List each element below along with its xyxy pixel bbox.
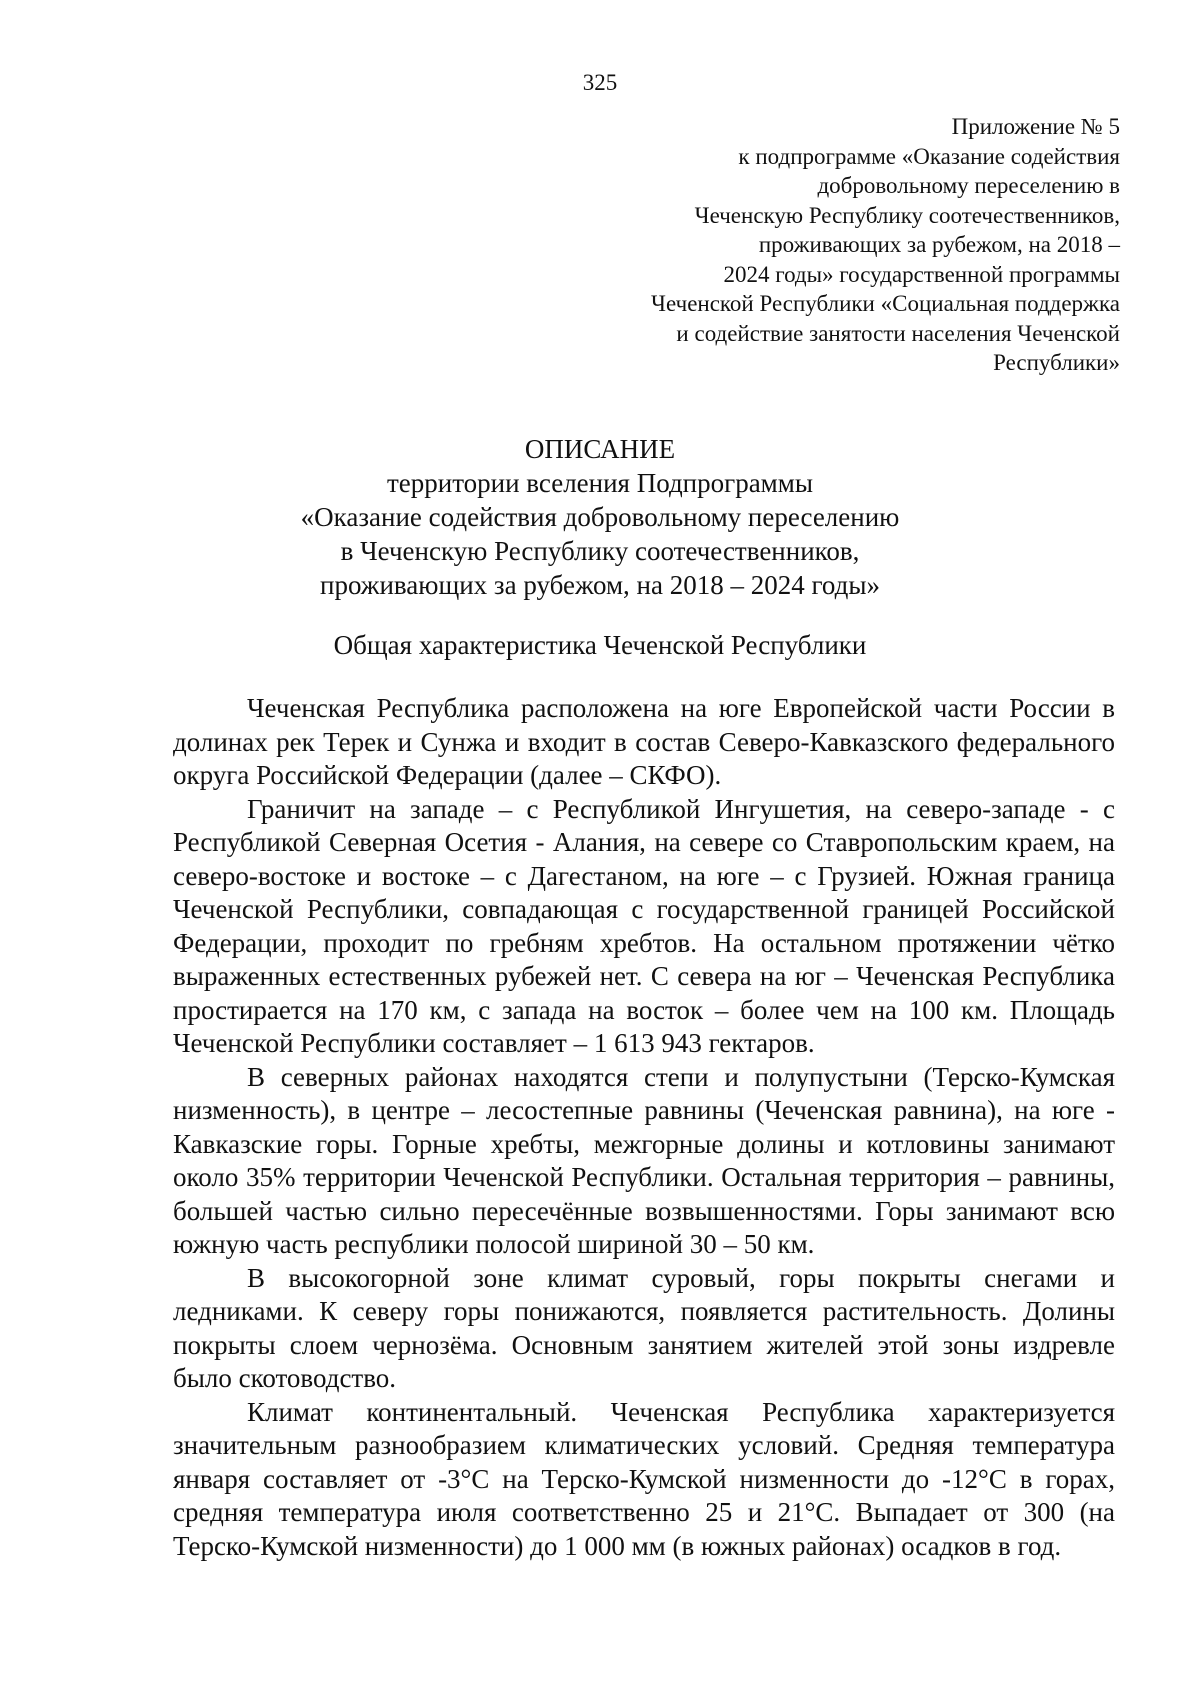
document-title (0, 432, 1200, 602)
paragraph: В северных районах находятся степи и полупустыни (Терско-Кумская низменность), в центре – лесостепные равнины (Чеченская равнина), на юге - Кавказские горы. Горные хребты, межгорные долины и котловины занимают около 35% территории Чеченской Республики. Остальная территория – равнины, большей частью сильно пересечённые возвышенностями. Горы занимают всю южную часть республики полосой шириной 30 – 50 км. (173, 1061, 1115, 1259)
title-line: ОПИСАНИЕ (524, 434, 676, 464)
title-line: территории вселения Подпрограммы (386, 468, 813, 498)
section-heading: Общая характеристика Чеченской Республики (333, 630, 867, 660)
page-number: 325 (582, 70, 618, 95)
appendix-line: Республики» (993, 350, 1120, 375)
title-line: «Оказание содействия добровольному переселению (300, 502, 900, 532)
appendix-line: добровольному переселению в (817, 173, 1120, 198)
appendix-header (560, 112, 1120, 378)
body-text (173, 692, 1115, 1563)
appendix-line: Чеченскую Республику соотечественников, (694, 202, 1120, 228)
title-line: в Чеченскую Республику соотечественников, (340, 536, 860, 566)
appendix-line: проживающих за рубежом, на 2018 – (758, 232, 1120, 257)
paragraph: Чеченская Республика расположена на юге Европейской части России в долинах рек Терек и Сунжа и входит в состав Северо-Кавказского федерального округа Российской Федерации (далее – СКФО). (173, 693, 1115, 790)
appendix-line: и содействие занятости населения Чеченской (676, 320, 1120, 346)
appendix-line: 2024 годы» государственной программы (723, 261, 1120, 287)
appendix-line: Приложение № 5 (951, 114, 1120, 139)
title-line: проживающих за рубежом, на 2018 – 2024 годы» (320, 570, 880, 600)
paragraph: Климат континентальный. Чеченская Республика характеризуется значительным разнообразием климатических условий. Средняя температура января составляет от -3°С на Терско-Кумской низменности до -12°С в горах, средняя температура июля соответственно 25 и 21°С. Выпадает от 300 (на Терско-Кумской низменности) до 1 000 мм (в южных районах) осадков в год. (173, 1396, 1115, 1561)
appendix-line: Чеченской Республики «Социальная поддержка (651, 291, 1120, 316)
appendix-line: к подпрограмме «Оказание содействия (738, 143, 1120, 169)
paragraph: В высокогорной зоне климат суровый, горы покрыты снегами и ледниками. К северу горы понижаются, появляется растительность. Долины покрыты слоем чернозёма. Основным занятием жителей этой зоны издревле было скотоводство. (173, 1262, 1115, 1393)
paragraph: Граничит на западе – с Республикой Ингушетия, на северо-западе - с Республикой Северная Осетия - Алания, на севере со Ставропольским краем, на северо-востоке и востоке – с Дагестаном, на юге – с Грузией. Южная граница Чеченской Республики, совпадающая с государственной границей Российской Федерации, проходит по гребням хребтов. На остальном протяжении чётко выраженных естественных рубежей нет. С севера на юг – Чеченская Республика простирается на 170 км, с запада на восток – более чем на 100 км. Площадь Чеченской Республики составляет – 1 613 943 гектаров. (173, 793, 1115, 1058)
